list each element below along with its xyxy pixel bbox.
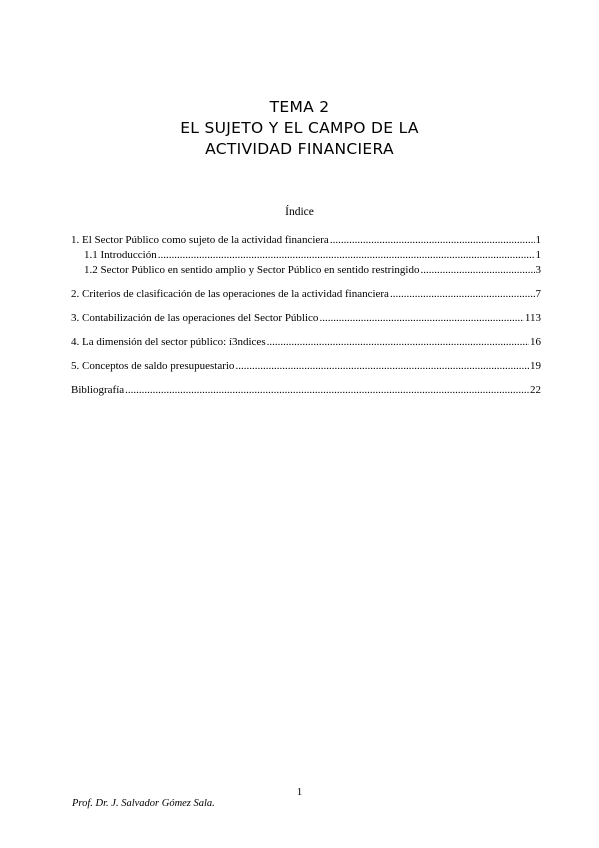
- page-number: 1: [296, 786, 303, 798]
- toc-entry[interactable]: [71, 233, 541, 248]
- toc-leader: [319, 311, 523, 326]
- toc-entry[interactable]: [71, 383, 541, 398]
- toc-entry-page: 113: [524, 312, 541, 324]
- toc-entry-label: Bibliografía: [71, 384, 125, 396]
- table-of-contents: [71, 233, 541, 398]
- toc-entry-page: 19: [530, 360, 541, 372]
- toc-entry[interactable]: [71, 287, 541, 302]
- toc-entry[interactable]: [71, 335, 541, 350]
- toc-entry-label: 1. El Sector Público como sujeto de la actividad financiera: [71, 234, 329, 246]
- toc-entry-page: 22: [530, 384, 541, 396]
- toc-entry[interactable]: [71, 359, 541, 374]
- toc-entry-page: 7: [535, 288, 541, 300]
- toc-entry-page: 3: [535, 264, 541, 276]
- toc-entry[interactable]: [71, 311, 541, 326]
- toc-entry-label: 3. Contabilización de las operaciones del Sector Público: [71, 312, 319, 324]
- toc-entry[interactable]: [71, 263, 541, 278]
- toc-entry-page: 16: [530, 336, 541, 348]
- toc-entry-label: 5. Conceptos de saldo presupuestario: [71, 360, 235, 372]
- toc-leader: [158, 248, 535, 263]
- title-line-2: EL SUJETO Y EL CAMPO DE LA: [180, 119, 419, 137]
- toc-entry-label: 4. La dimensión del sector público: í3ndices: [71, 336, 266, 348]
- toc-entry-label: 1.2 Sector Público en sentido amplio y Sector Público en sentido restringido: [84, 264, 420, 276]
- toc-entry-page: 1: [535, 249, 541, 261]
- toc-entry[interactable]: [71, 248, 541, 263]
- title-line-1: TEMA 2: [269, 98, 330, 116]
- index-heading: Índice: [285, 206, 314, 218]
- title-line-3: ACTIVIDAD FINANCIERA: [205, 140, 394, 158]
- toc-leader: [420, 263, 534, 278]
- toc-leader: [235, 359, 529, 374]
- document-title: [0, 97, 599, 160]
- toc-entry-page: 1: [535, 234, 541, 246]
- toc-leader: [125, 383, 529, 398]
- toc-entry-label: 2. Criterios de clasificación de las operaciones de la actividad financiera: [71, 288, 389, 300]
- toc-leader: [330, 233, 535, 248]
- toc-entry-label: 1.1 Introducción: [84, 249, 157, 261]
- toc-leader: [390, 287, 535, 302]
- toc-leader: [267, 335, 529, 350]
- footer-author: Prof. Dr. J. Salvador Gómez Sala.: [72, 798, 215, 809]
